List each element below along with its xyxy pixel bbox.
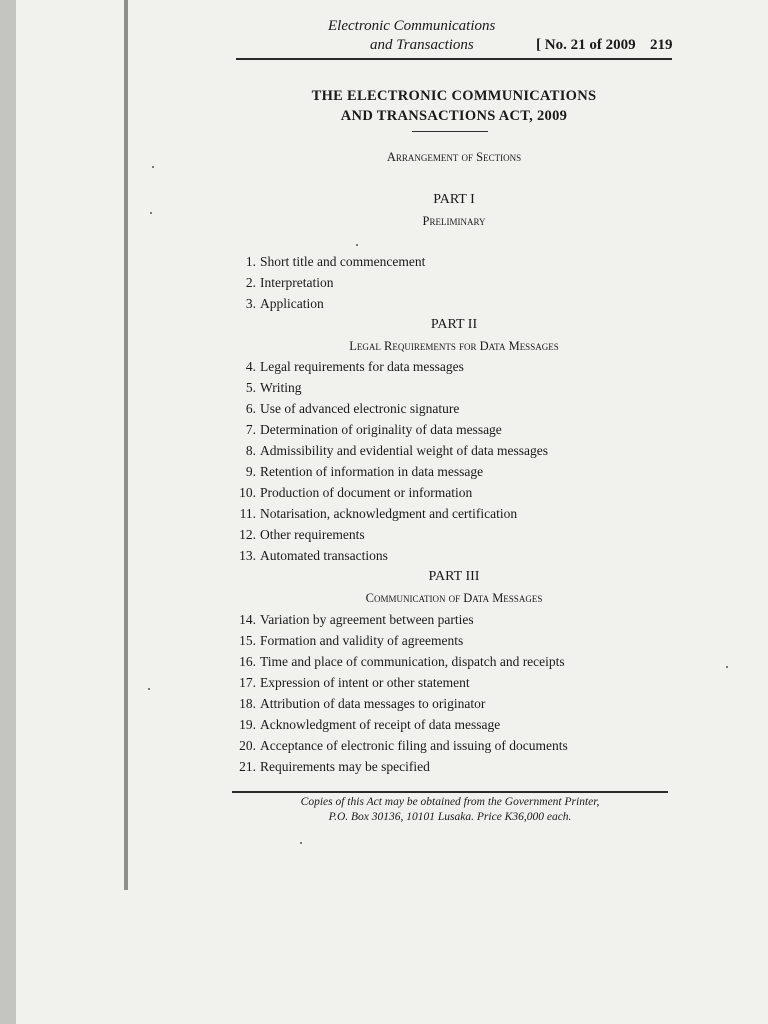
section-number: 10. xyxy=(239,485,256,500)
section-item xyxy=(222,359,464,375)
section-item xyxy=(222,464,483,480)
section-number: 6. xyxy=(245,401,256,416)
section-number: 21. xyxy=(239,759,256,774)
header-rule xyxy=(236,58,672,60)
section-item xyxy=(222,612,474,628)
section-number: 8. xyxy=(245,443,256,458)
section-item xyxy=(222,738,568,754)
section-title: Time and place of communication, dispatch and receipts xyxy=(260,654,565,669)
section-title: Writing xyxy=(260,380,302,395)
part-1-label: PART I xyxy=(433,192,475,207)
section-item xyxy=(222,296,324,312)
section-item xyxy=(222,759,430,775)
section-title: Acceptance of electronic filing and issuing of documents xyxy=(260,738,568,753)
section-number: 9. xyxy=(245,464,256,479)
section-number: 13. xyxy=(239,548,256,563)
section-title: Retention of information in data message xyxy=(260,464,484,479)
section-item xyxy=(222,506,517,522)
section-item xyxy=(222,485,472,501)
title-rule xyxy=(412,131,488,132)
section-item xyxy=(222,633,463,649)
header-title-line2: and Transactions xyxy=(370,37,474,53)
section-title: Determination of originality of data message xyxy=(260,422,502,437)
section-item xyxy=(222,675,470,691)
scan-edge xyxy=(0,0,16,1024)
act-title-line1: THE ELECTRONIC COMMUNICATIONS xyxy=(311,88,597,104)
section-item xyxy=(222,696,485,712)
section-title: Attribution of data messages to originator xyxy=(260,696,486,711)
section-number: 16. xyxy=(239,654,256,669)
section-title: Application xyxy=(260,296,324,311)
footnote xyxy=(232,795,668,825)
section-title: Automated transactions xyxy=(260,548,388,563)
section-item xyxy=(222,654,565,670)
part-3-label: PART III xyxy=(428,569,480,584)
section-number: 20. xyxy=(239,738,256,753)
scan-speck xyxy=(152,166,154,168)
arrangement-heading: Arrangement of Sections xyxy=(386,150,522,164)
section-number: 4. xyxy=(245,359,256,374)
section-title: Requirements may be specified xyxy=(260,759,430,774)
scan-speck xyxy=(356,244,358,246)
footnote-rule xyxy=(232,791,668,793)
section-item xyxy=(222,422,502,438)
section-title: Use of advanced electronic signature xyxy=(260,401,460,416)
act-title-line2: AND TRANSACTIONS ACT, 2009 xyxy=(340,108,568,124)
part-2-label: PART II xyxy=(430,317,478,332)
scan-speck xyxy=(148,688,150,690)
scan-speck xyxy=(300,842,302,844)
footnote-line2: P.O. Box 30136, 10101 Lusaka. Price K36,000 each. xyxy=(328,811,572,823)
section-number: 11. xyxy=(239,506,256,521)
part-2-heading: Legal Requirements for Data Messages xyxy=(349,339,559,353)
section-number: 12. xyxy=(239,527,256,542)
section-number: 18. xyxy=(239,696,256,711)
binding-shadow xyxy=(124,0,128,890)
section-item xyxy=(222,527,365,543)
section-number: 15. xyxy=(239,633,256,648)
section-item xyxy=(222,380,301,396)
running-header xyxy=(236,16,672,64)
act-title xyxy=(236,86,672,126)
section-title: Legal requirements for data messages xyxy=(260,359,464,374)
section-title: Variation by agreement between parties xyxy=(260,612,474,627)
header-page-number: 219 xyxy=(650,37,673,53)
section-title: Short title and commencement xyxy=(260,254,426,269)
part-1-heading: Preliminary xyxy=(422,214,486,228)
section-item xyxy=(222,717,500,733)
footnote-line1: Copies of this Act may be obtained from the Government Printer, xyxy=(300,796,600,808)
part-3-heading: Communication of Data Messages xyxy=(365,591,543,605)
section-title: Interpretation xyxy=(260,275,334,290)
section-title: Production of document or information xyxy=(260,485,473,500)
section-item xyxy=(222,401,459,417)
section-item xyxy=(222,443,548,459)
section-title: Other requirements xyxy=(260,527,365,542)
section-number: 2. xyxy=(245,275,256,290)
section-number: 1. xyxy=(245,254,256,269)
scan-speck xyxy=(726,666,728,668)
section-title: Notarisation, acknowledgment and certification xyxy=(260,506,518,521)
section-number: 7. xyxy=(245,422,256,437)
section-number: 14. xyxy=(239,612,256,627)
header-act-number: [ No. 21 of 2009 xyxy=(536,37,636,53)
header-title-line1: Electronic Communications xyxy=(328,18,496,34)
section-number: 19. xyxy=(239,717,256,732)
section-title: Formation and validity of agreements xyxy=(260,633,464,648)
section-item xyxy=(222,254,425,270)
section-title: Acknowledgment of receipt of data message xyxy=(260,717,501,732)
section-item xyxy=(222,275,333,291)
section-number: 5. xyxy=(245,380,256,395)
section-title: Admissibility and evidential weight of data messages xyxy=(260,443,548,458)
section-item xyxy=(222,548,388,564)
section-title: Expression of intent or other statement xyxy=(260,675,470,690)
scan-speck xyxy=(150,212,152,214)
section-number: 17. xyxy=(239,675,256,690)
section-number: 3. xyxy=(245,296,256,311)
